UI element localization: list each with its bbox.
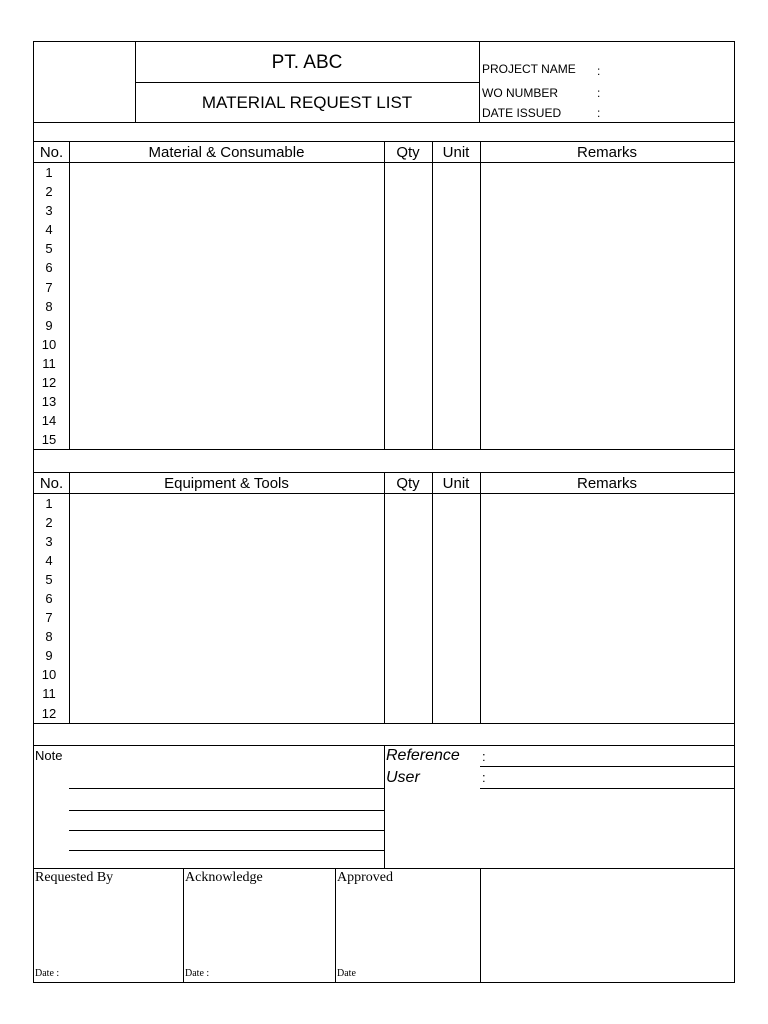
materials-header-no: No. <box>39 144 64 161</box>
materials-header-qty: Qty <box>396 144 420 161</box>
note-line-2 <box>69 810 384 811</box>
table-row: 15 <box>41 432 57 447</box>
note-line-1 <box>69 788 384 789</box>
note-line-3 <box>69 830 384 831</box>
table-row: 10 <box>41 667 57 682</box>
table-row: 1 <box>45 165 53 180</box>
equipment-header-item: Equipment & Tools <box>164 475 289 492</box>
table-row: 11 <box>42 356 56 371</box>
signature-divider-3 <box>480 868 481 982</box>
equipment-header-remarks: Remarks <box>576 475 637 492</box>
table-row: 11 <box>42 686 56 701</box>
equipment-col-remarks <box>480 472 481 723</box>
signature-divider-2 <box>335 868 336 982</box>
project-name-sep: : <box>597 64 601 78</box>
header-divider-right <box>479 42 480 122</box>
user-sep: : <box>482 770 486 785</box>
signature-divider-1 <box>183 868 184 982</box>
table-row: 7 <box>45 280 53 295</box>
table-row: 9 <box>45 648 53 663</box>
equipment-col-qty <box>384 472 385 723</box>
note-label: Note <box>35 748 63 763</box>
table-row: 2 <box>45 184 53 199</box>
materials-header-unit: Unit <box>442 144 470 161</box>
notes-divider <box>384 745 385 868</box>
header-title-divider <box>135 82 479 83</box>
table-row: 8 <box>45 299 53 314</box>
date-issued-sep: : <box>597 106 601 120</box>
user-line <box>480 788 734 789</box>
equipment-col-no <box>69 472 70 723</box>
materials-col-qty <box>384 141 385 449</box>
table-row: 12 <box>41 375 57 390</box>
table-row: 14 <box>41 413 57 428</box>
table-row: 1 <box>45 496 53 511</box>
document-title: MATERIAL REQUEST LIST <box>201 93 413 112</box>
table-row: 2 <box>45 515 53 530</box>
table-row: 5 <box>45 241 53 256</box>
note-line-4 <box>69 850 384 851</box>
reference-sep: : <box>482 749 486 764</box>
acknowledge-label: Acknowledge <box>185 870 263 885</box>
date-issued-label: DATE ISSUED <box>482 106 562 120</box>
material-request-form <box>33 41 735 983</box>
equipment-header-qty: Qty <box>396 475 420 492</box>
wo-number-sep: : <box>597 86 601 100</box>
materials-col-no <box>69 141 70 449</box>
table-row: 4 <box>45 222 53 237</box>
requested-by-date-label: Date : <box>35 968 60 979</box>
approved-date-label: Date <box>337 968 356 979</box>
table-row: 12 <box>41 706 57 721</box>
approved-label: Approved <box>337 870 393 885</box>
acknowledge-date-label: Date : <box>185 968 210 979</box>
company-name: PT. ABC <box>271 52 343 73</box>
table-row: 5 <box>45 572 53 587</box>
reference-line <box>480 766 734 767</box>
materials-col-unit <box>432 141 433 449</box>
equipment-bottom-line <box>34 723 734 724</box>
wo-number-label: WO NUMBER <box>482 86 558 100</box>
requested-by-label: Requested By <box>35 870 114 885</box>
table-row: 9 <box>45 318 53 333</box>
materials-col-remarks <box>480 141 481 449</box>
header-bottom-line <box>34 122 734 123</box>
table-row: 6 <box>45 260 53 275</box>
table-row: 6 <box>45 591 53 606</box>
table-row: 13 <box>41 394 57 409</box>
table-row: 7 <box>45 610 53 625</box>
table-row: 3 <box>45 203 53 218</box>
signatures-top-line <box>34 868 734 869</box>
equipment-header-unit: Unit <box>442 475 470 492</box>
materials-header-item: Material & Consumable <box>148 144 305 161</box>
table-row: 3 <box>45 534 53 549</box>
project-name-label: PROJECT NAME <box>482 62 576 76</box>
table-row: 4 <box>45 553 53 568</box>
equipment-header-no: No. <box>39 475 64 492</box>
materials-header-remarks: Remarks <box>576 144 637 161</box>
table-row: 10 <box>41 337 57 352</box>
table-row: 8 <box>45 629 53 644</box>
materials-bottom-line <box>34 449 734 450</box>
equipment-col-unit <box>432 472 433 723</box>
reference-label: Reference <box>386 747 460 764</box>
user-label: User <box>386 769 420 786</box>
